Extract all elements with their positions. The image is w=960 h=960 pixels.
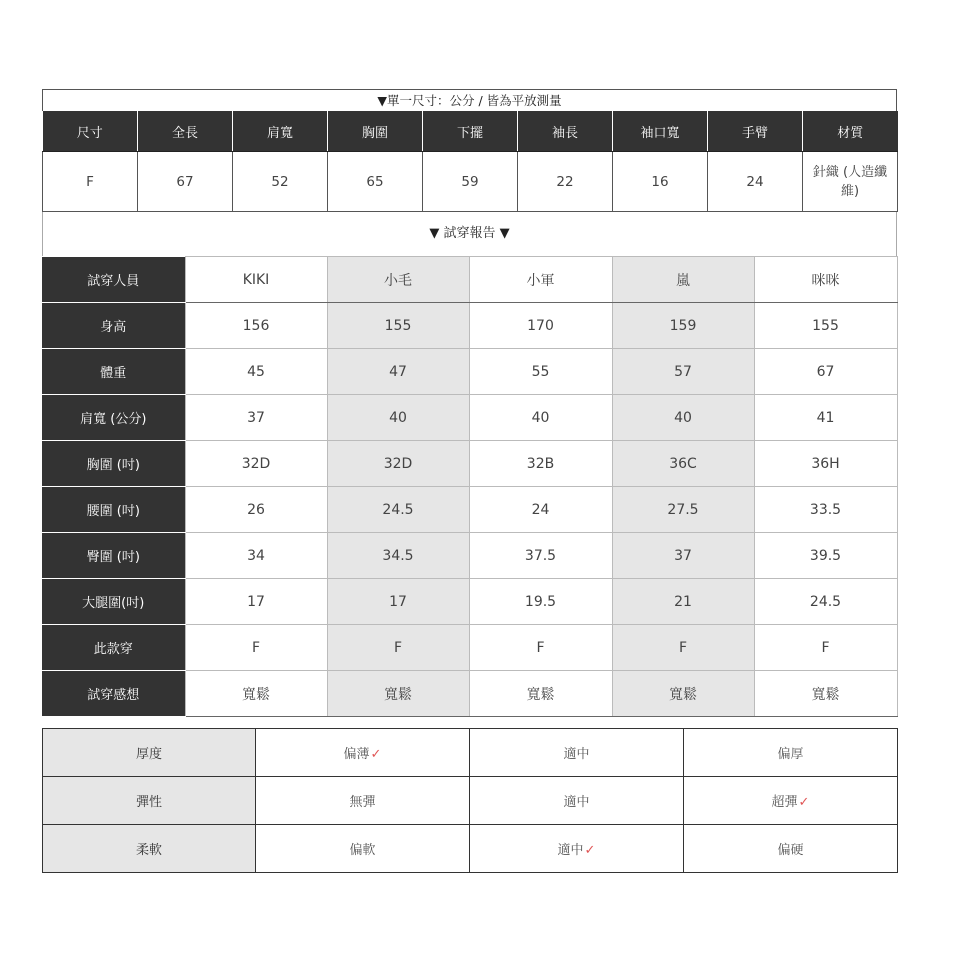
fit-value-cell: 159 [612,303,754,349]
size-header-cell: 胸圍 [328,111,423,152]
size-value-cell: 59 [423,152,518,212]
fit-value-cell: 57 [612,349,754,395]
fit-value-cell: 37 [612,533,754,579]
size-header-cell: 袖長 [518,111,613,152]
fabric-option-label: 超彈 [771,795,798,810]
size-header-row [43,111,898,152]
row-label: 肩寬 (公分) [42,395,185,441]
fit-value-cell: 34.5 [327,533,469,579]
size-table [42,111,898,212]
model-name: 小軍 [469,257,612,303]
fabric-option-label: 無彈 [349,795,376,810]
row-label: 身高 [42,303,185,349]
fabric-option-label: 偏厚 [777,747,804,762]
fabric-label: 柔軟 [43,825,256,873]
fit-report-title: ▼ 試穿報告 ▼ [42,212,897,256]
fabric-label: 彈性 [43,777,256,825]
fabric-table [42,728,898,873]
checkmark-icon: ✓ [370,747,382,762]
checkmark-icon: ✓ [798,795,810,810]
fabric-row [43,729,898,777]
fit-value-cell: 寬鬆 [612,671,754,717]
fit-value-cell: F [185,625,327,671]
size-value-cell: 65 [328,152,423,212]
model-name: 嵐 [612,257,754,303]
fit-value-cell: 32D [327,441,469,487]
size-value-cell: 67 [138,152,233,212]
fit-value-cell: 156 [185,303,327,349]
fabric-option-cell [256,729,470,777]
fit-value-cell: 155 [327,303,469,349]
material-cell: 針織 (人造纖維) [803,152,898,212]
fabric-option-label: 偏薄 [343,747,370,762]
fit-value-cell: 34 [185,533,327,579]
fit-value-cell: 170 [469,303,612,349]
size-header-cell: 材質 [803,111,898,152]
size-value-cell: 16 [613,152,708,212]
checkmark-icon: ✓ [584,843,596,858]
fabric-option-label: 適中 [563,747,590,762]
fabric-option-label: 偏軟 [349,843,376,858]
fabric-option-cell [470,729,684,777]
fit-value-cell: 24 [469,487,612,533]
fit-report-table [42,256,898,717]
fit-value-cell: 寬鬆 [754,671,897,717]
fit-value-cell: 寬鬆 [185,671,327,717]
fit-report-row [42,533,897,579]
fit-value-cell: 寬鬆 [327,671,469,717]
fit-value-cell: 17 [185,579,327,625]
size-value-cell: 52 [233,152,328,212]
size-caption: ▼單一尺寸：公分 / 皆為平放測量 [42,89,897,111]
fit-value-cell: 24.5 [754,579,897,625]
size-header-cell: 下擺 [423,111,518,152]
size-header-cell: 手臂 [708,111,803,152]
fit-value-cell: F [469,625,612,671]
fit-report-row [42,487,897,533]
fit-report-row [42,625,897,671]
size-header-cell: 肩寬 [233,111,328,152]
fit-value-cell: 45 [185,349,327,395]
fit-value-cell: 40 [612,395,754,441]
size-header-cell: 袖口寬 [613,111,708,152]
model-name: KIKI [185,257,327,303]
fabric-option-label: 適中 [557,843,584,858]
row-label: 大腿圍(吋) [42,579,185,625]
fit-value-cell: 33.5 [754,487,897,533]
fabric-option-cell [256,825,470,873]
row-label: 腰圍 (吋) [42,487,185,533]
row-label: 此款穿 [42,625,185,671]
fit-value-cell: 47 [327,349,469,395]
fit-report-row [42,303,897,349]
fit-value-cell: 17 [327,579,469,625]
fit-value-cell: 36H [754,441,897,487]
fit-report-row [42,671,897,717]
fit-report-row [42,579,897,625]
fit-value-cell: 19.5 [469,579,612,625]
fabric-option-label: 適中 [563,795,590,810]
fabric-row [43,825,898,873]
fit-value-cell: 寬鬆 [469,671,612,717]
fabric-option-cell [684,777,898,825]
size-header-cell: 全長 [138,111,233,152]
fabric-option-cell [470,825,684,873]
fit-value-cell: F [754,625,897,671]
fit-value-cell: 55 [469,349,612,395]
fit-value-cell: 24.5 [327,487,469,533]
fabric-option-cell [684,825,898,873]
fit-value-cell: 40 [327,395,469,441]
row-label: 胸圍 (吋) [42,441,185,487]
fit-value-cell: 37 [185,395,327,441]
fit-value-cell: 39.5 [754,533,897,579]
fit-value-cell: 37.5 [469,533,612,579]
fit-value-cell: 155 [754,303,897,349]
fabric-option-label: 偏硬 [777,843,804,858]
fit-report-row [42,441,897,487]
size-value-cell: 24 [708,152,803,212]
model-name: 咪咪 [754,257,897,303]
size-chart [42,89,897,717]
size-value-row [43,152,898,212]
size-value-cell: F [43,152,138,212]
fabric-option-cell [684,729,898,777]
fit-value-cell: 40 [469,395,612,441]
model-header-row [42,257,897,303]
fabric-label: 厚度 [43,729,256,777]
fabric-chart [42,728,897,873]
fabric-option-cell [470,777,684,825]
row-label: 試穿感想 [42,671,185,717]
fit-value-cell: 67 [754,349,897,395]
fit-value-cell: F [612,625,754,671]
fit-value-cell: 36C [612,441,754,487]
fit-report-row [42,349,897,395]
fit-value-cell: 21 [612,579,754,625]
fit-value-cell: 41 [754,395,897,441]
size-header-cell: 尺寸 [43,111,138,152]
fit-report-row [42,395,897,441]
fabric-option-cell [256,777,470,825]
row-label: 體重 [42,349,185,395]
fit-value-cell: 26 [185,487,327,533]
size-value-cell: 22 [518,152,613,212]
fit-value-cell: 27.5 [612,487,754,533]
fit-value-cell: 32B [469,441,612,487]
row-label: 試穿人員 [42,257,185,303]
fit-value-cell: 32D [185,441,327,487]
fabric-row [43,777,898,825]
row-label: 臀圍 (吋) [42,533,185,579]
fit-value-cell: F [327,625,469,671]
model-name: 小毛 [327,257,469,303]
